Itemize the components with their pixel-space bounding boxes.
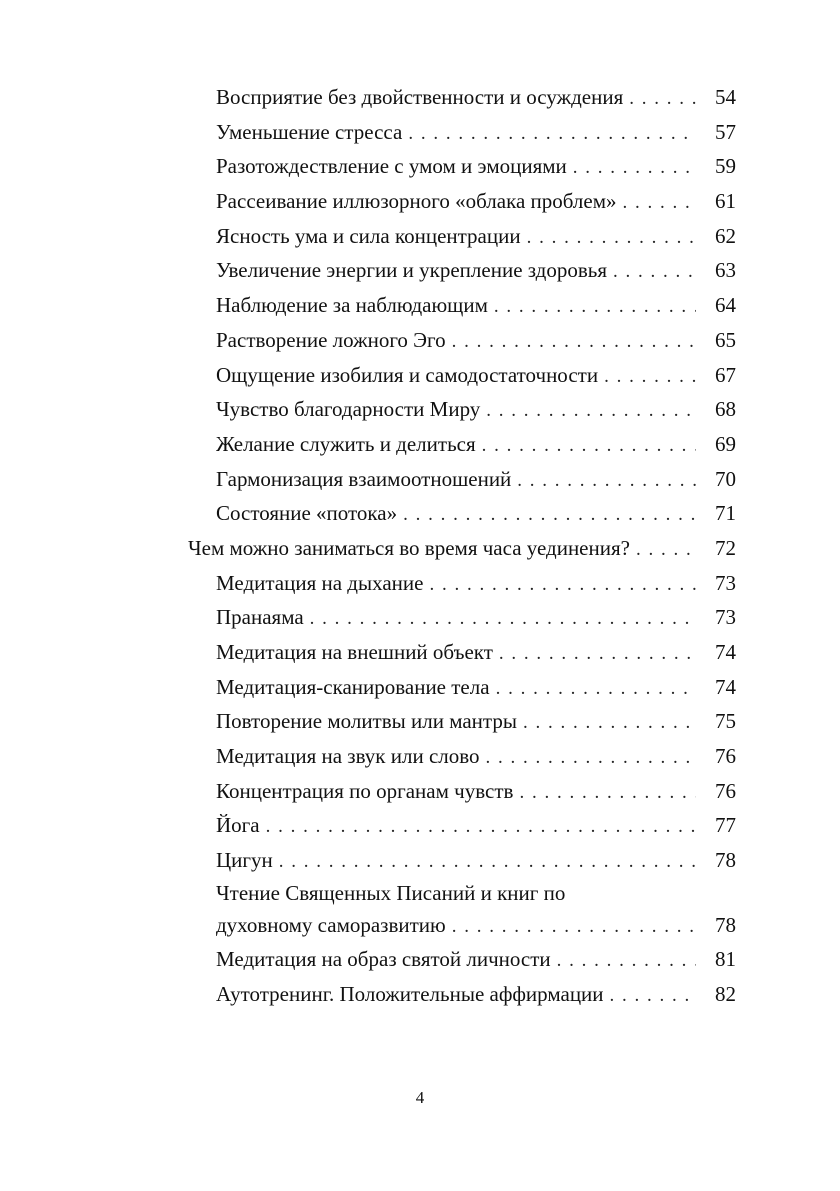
toc-entry-page: 76 xyxy=(715,778,736,803)
toc-entry-title: Рассеивание иллюзорного «облака проблем» xyxy=(216,189,617,214)
toc-entry[interactable] xyxy=(216,253,736,288)
dot-leader xyxy=(496,672,696,707)
toc-entry-page: 78 xyxy=(715,848,736,873)
toc-entry-page: 57 xyxy=(715,119,736,144)
dot-leader xyxy=(499,637,696,672)
toc-entry-title: Медитация-сканирование тела xyxy=(216,674,490,699)
toc-entry-page: 73 xyxy=(715,570,736,595)
toc-entry-title-line1: Чтение Священных Писаний и книг по xyxy=(216,880,566,905)
toc-entry-page: 75 xyxy=(715,709,736,734)
toc-entry-title: Ясность ума и сила концентрации xyxy=(216,223,521,248)
toc-entry-title: Чувство благодарности Миру xyxy=(216,397,481,422)
dot-leader xyxy=(573,151,696,186)
toc-entry-title: Медитация на внешний объект xyxy=(216,640,493,664)
dot-leader xyxy=(486,741,696,776)
toc-entry-page: 71 xyxy=(715,501,736,526)
toc-entry[interactable] xyxy=(216,358,736,393)
toc-entry-title: Ощущение изобилия и самодостаточности xyxy=(216,362,599,387)
toc-entry-title: Йога xyxy=(216,813,260,838)
toc-entry-title: Уменьшение стресса xyxy=(216,119,403,144)
toc-entry[interactable] xyxy=(216,942,736,977)
toc-entry[interactable] xyxy=(216,600,736,635)
table-of-contents xyxy=(0,80,840,1011)
toc-entry-title: Концентрация по органам чувств xyxy=(216,778,514,803)
toc-entry[interactable] xyxy=(216,323,736,358)
toc-entry-page: 77 xyxy=(715,813,736,838)
toc-entry-page: 82 xyxy=(715,981,736,1006)
dot-leader xyxy=(403,498,696,533)
toc-entry-page: 63 xyxy=(715,258,736,283)
toc-entry-page: 78 xyxy=(715,912,736,937)
toc-entry-page: 68 xyxy=(715,397,736,422)
dot-leader xyxy=(494,290,696,325)
dot-leader xyxy=(452,910,696,944)
toc-entry-page: 64 xyxy=(715,293,736,318)
toc-entry[interactable] xyxy=(216,843,736,878)
toc-entry-page: 74 xyxy=(715,640,736,664)
dot-leader xyxy=(610,979,696,1014)
dot-leader xyxy=(408,117,696,152)
dot-leader xyxy=(623,186,696,221)
toc-entry[interactable] xyxy=(216,149,736,184)
toc-entry[interactable] xyxy=(216,878,736,942)
toc-entry-title: Разотождествление с умом и эмоциями xyxy=(216,154,567,179)
toc-entry[interactable] xyxy=(216,115,736,150)
toc-entry-page: 59 xyxy=(715,154,736,179)
toc-entry-title: Состояние «потока» xyxy=(216,501,398,526)
toc-entry-title: Медитация на дыхание xyxy=(216,570,424,595)
dot-leader xyxy=(429,568,696,603)
dot-leader xyxy=(279,845,696,880)
toc-entry-page: 61 xyxy=(715,189,736,214)
toc-entry[interactable] xyxy=(216,670,736,705)
toc-entry[interactable] xyxy=(216,566,736,601)
toc-entry-line2 xyxy=(216,908,736,942)
dot-leader xyxy=(482,429,696,464)
toc-entry[interactable] xyxy=(216,219,736,254)
dot-leader xyxy=(266,810,696,845)
toc-entry-page: 67 xyxy=(715,362,736,387)
toc-entry[interactable] xyxy=(216,808,736,843)
toc-entry-title: Гармонизация взаимоотношений xyxy=(216,466,512,491)
toc-entry-title: Медитация на образ святой личности xyxy=(216,946,551,971)
dot-leader xyxy=(452,325,696,360)
toc-entry-page: 76 xyxy=(715,744,736,769)
dot-leader xyxy=(604,360,696,395)
toc-entry-title: Чем можно заниматься во время часа уединения? xyxy=(188,535,630,560)
dot-leader xyxy=(636,533,696,568)
toc-entry-title: Восприятие без двойственности и осуждения xyxy=(216,85,624,109)
toc-entry[interactable] xyxy=(216,462,736,497)
dot-leader xyxy=(527,221,696,256)
toc-entry-title: Аутотренинг. Положительные аффирмации xyxy=(216,981,604,1006)
toc-entry[interactable] xyxy=(216,739,736,774)
toc-entry[interactable] xyxy=(216,427,736,462)
toc-entry-title: Повторение молитвы или мантры xyxy=(216,709,517,734)
toc-entry-page: 65 xyxy=(715,327,736,352)
dot-leader xyxy=(519,776,696,811)
toc-entry-title-line2: духовному саморазвитию xyxy=(216,912,446,937)
dot-leader xyxy=(523,706,696,741)
toc-entry-page: 54 xyxy=(715,85,736,109)
toc-entry[interactable] xyxy=(216,977,736,1012)
toc-entry-title: Растворение ложного Эго xyxy=(216,327,446,352)
dot-leader xyxy=(613,255,696,290)
toc-entry-title: Желание служить и делиться xyxy=(216,431,476,456)
page-number: 4 xyxy=(415,1088,425,1107)
dot-leader xyxy=(557,944,696,979)
toc-section-entry[interactable] xyxy=(188,531,736,566)
toc-entry[interactable] xyxy=(216,184,736,219)
toc-entry-page: 69 xyxy=(715,431,736,456)
toc-entry-title: Пранаяма xyxy=(216,605,304,630)
toc-entry-page: 72 xyxy=(715,535,736,560)
toc-entry[interactable] xyxy=(216,392,736,427)
toc-entry[interactable] xyxy=(216,774,736,809)
toc-entry[interactable] xyxy=(216,635,736,670)
toc-entry-page: 73 xyxy=(715,605,736,630)
dot-leader xyxy=(629,82,696,117)
toc-entry[interactable] xyxy=(216,496,736,531)
toc-entry-page: 70 xyxy=(715,466,736,491)
toc-entry-page: 74 xyxy=(715,674,736,699)
toc-entry-title: Наблюдение за наблюдающим xyxy=(216,293,488,318)
toc-entry-page: 62 xyxy=(715,223,736,248)
toc-entry[interactable] xyxy=(216,80,736,115)
dot-leader xyxy=(486,394,696,429)
toc-entry[interactable] xyxy=(216,288,736,323)
toc-entry[interactable] xyxy=(216,704,736,739)
toc-entry-title: Медитация на звук или слово xyxy=(216,744,480,769)
toc-entry-title: Цигун xyxy=(216,848,273,873)
toc-entry-page: 81 xyxy=(715,946,736,971)
toc-entry-title: Увеличение энергии и укрепление здоровья xyxy=(216,258,608,283)
dot-leader xyxy=(517,464,696,499)
dot-leader xyxy=(310,602,696,637)
